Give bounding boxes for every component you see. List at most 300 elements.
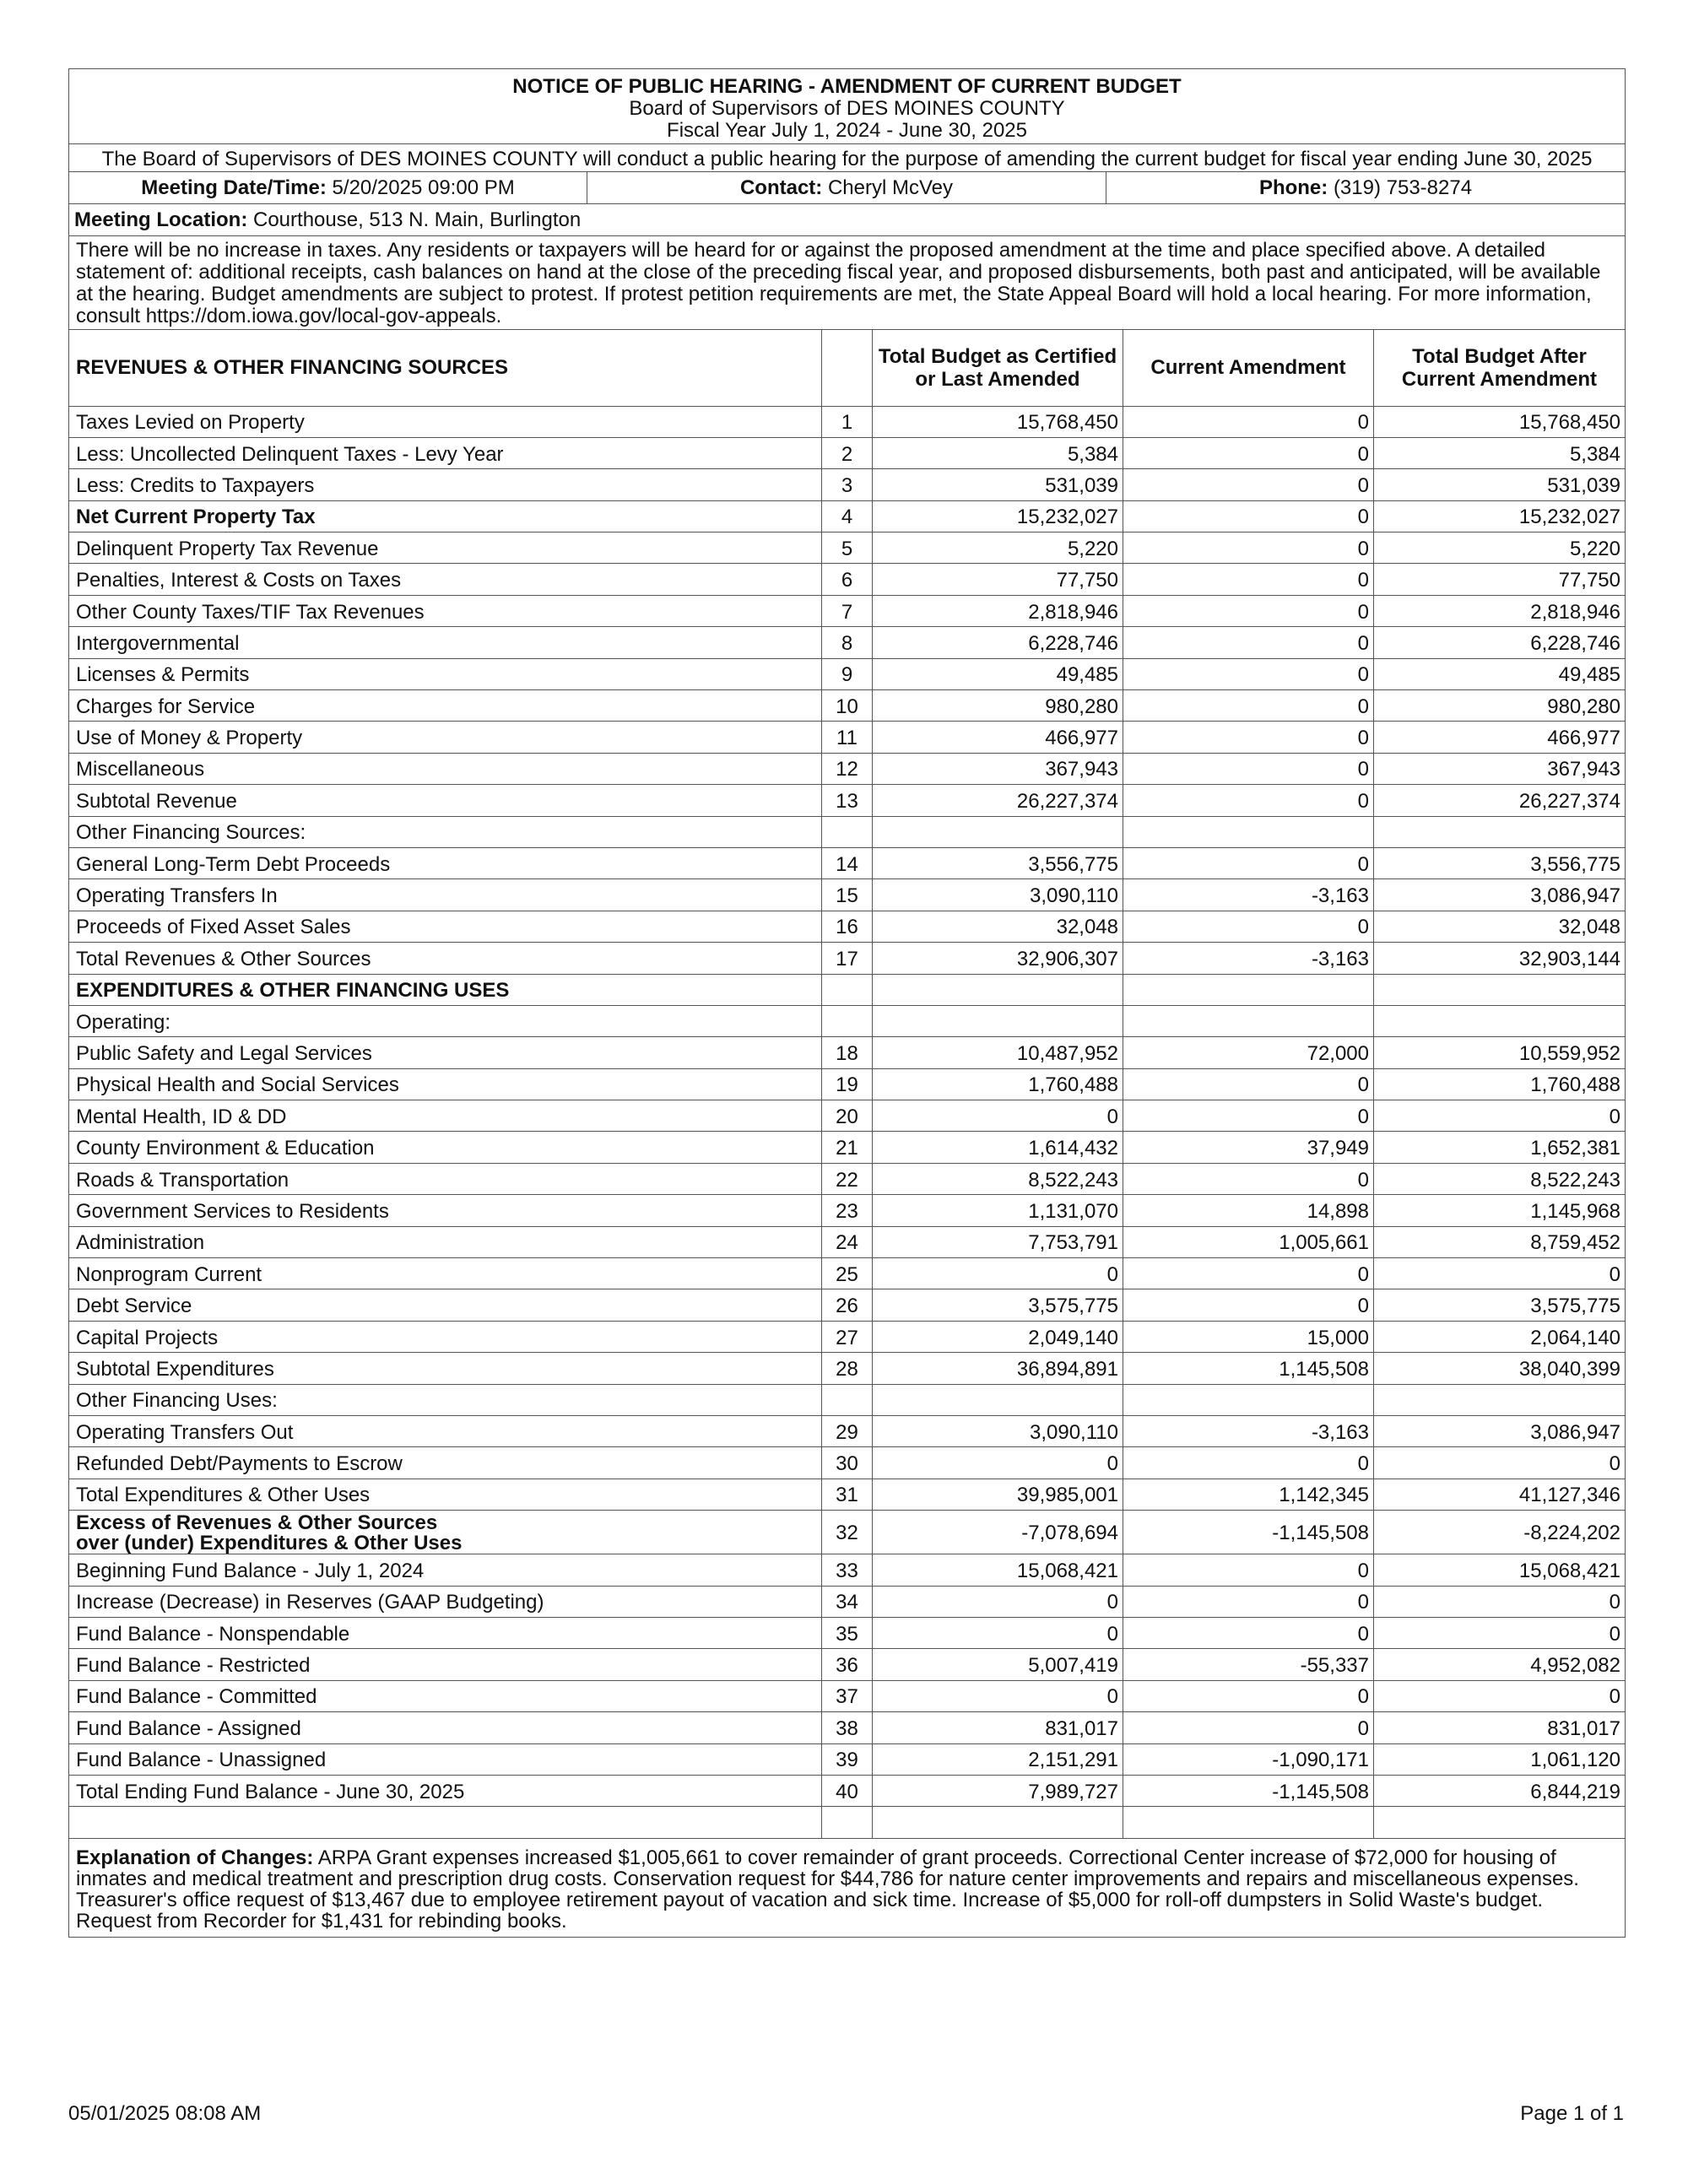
row-line-number: 19	[822, 1068, 873, 1100]
row-line-number	[822, 1807, 873, 1838]
row-label: Fund Balance - Restricted	[69, 1649, 822, 1680]
table-row	[69, 1037, 1626, 1068]
row-total-after: 367,943	[1374, 753, 1626, 784]
row-line-number: 12	[822, 753, 873, 784]
row-total-after: 2,818,946	[1374, 595, 1626, 626]
row-label: Delinquent Property Tax Revenue	[69, 532, 822, 564]
row-current-amendment: 0	[1123, 658, 1374, 689]
table-row	[69, 1132, 1626, 1163]
row-label: Fund Balance - Nonspendable	[69, 1617, 822, 1648]
row-total-after: 3,086,947	[1374, 1416, 1626, 1447]
table-row	[69, 1554, 1626, 1586]
row-current-amendment: 0	[1123, 1258, 1374, 1289]
table-row	[69, 1353, 1626, 1384]
table-row	[69, 1289, 1626, 1321]
row-line-number: 11	[822, 722, 873, 753]
table-row	[69, 911, 1626, 942]
table-row	[69, 1258, 1626, 1289]
table-row	[69, 437, 1626, 468]
row-total-after: -8,224,202	[1374, 1511, 1626, 1554]
table-row	[69, 1511, 1626, 1554]
row-current-amendment: 0	[1123, 595, 1374, 626]
row-current-amendment: 0	[1123, 1586, 1374, 1617]
row-total-budget: 831,017	[873, 1712, 1123, 1743]
row-total-after: 10,559,952	[1374, 1037, 1626, 1068]
row-label: Public Safety and Legal Services	[69, 1037, 822, 1068]
row-current-amendment: -1,090,171	[1123, 1743, 1374, 1775]
row-current-amendment: -3,163	[1123, 1416, 1374, 1447]
row-total-budget: 1,131,070	[873, 1195, 1123, 1226]
row-line-number: 8	[822, 627, 873, 658]
row-current-amendment: 0	[1123, 785, 1374, 816]
row-current-amendment: 0	[1123, 911, 1374, 942]
row-current-amendment: 0	[1123, 1554, 1374, 1586]
row-line-number: 15	[822, 879, 873, 911]
row-current-amendment: -1,145,508	[1123, 1511, 1374, 1554]
row-total-budget: 531,039	[873, 469, 1123, 500]
row-current-amendment: 0	[1123, 406, 1374, 437]
row-total-budget: 3,556,775	[873, 847, 1123, 878]
row-label: Taxes Levied on Property	[69, 406, 822, 437]
row-total-budget: 0	[873, 1680, 1123, 1711]
row-line-number: 24	[822, 1226, 873, 1257]
row-total-after: 15,232,027	[1374, 500, 1626, 532]
explanation-of-changes	[69, 1838, 1626, 1937]
row-label: Licenses & Permits	[69, 658, 822, 689]
line-number-header	[822, 329, 873, 406]
row-total-budget: 367,943	[873, 753, 1123, 784]
budget-table	[68, 329, 1626, 1938]
table-row	[69, 1712, 1626, 1743]
row-total-after: 15,068,421	[1374, 1554, 1626, 1586]
row-label: Physical Health and Social Services	[69, 1068, 822, 1100]
row-total-after: 0	[1374, 1680, 1626, 1711]
table-row	[69, 1321, 1626, 1352]
budget-table-body	[69, 406, 1626, 1838]
row-total-after: 3,556,775	[1374, 847, 1626, 878]
row-current-amendment: 1,145,508	[1123, 1353, 1374, 1384]
row-label: Other County Taxes/TIF Tax Revenues	[69, 595, 822, 626]
row-current-amendment: -3,163	[1123, 943, 1374, 974]
row-total-budget: 0	[873, 1586, 1123, 1617]
row-total-after	[1374, 1005, 1626, 1036]
row-line-number: 18	[822, 1037, 873, 1068]
row-label: Mental Health, ID & DD	[69, 1100, 822, 1132]
row-label: Nonprogram Current	[69, 1258, 822, 1289]
row-current-amendment: 0	[1123, 847, 1374, 878]
row-total-after: 2,064,140	[1374, 1321, 1626, 1352]
row-label: Fund Balance - Assigned	[69, 1712, 822, 1743]
row-label: Fund Balance - Committed	[69, 1680, 822, 1711]
table-row	[69, 847, 1626, 878]
row-label: Operating Transfers Out	[69, 1416, 822, 1447]
board-name: Board of Supervisors of DES MOINES COUNTY	[629, 97, 1065, 120]
row-total-after: 1,652,381	[1374, 1132, 1626, 1163]
meeting-datetime-label: Meeting Date/Time:	[141, 176, 327, 199]
row-label: Net Current Property Tax	[69, 500, 822, 532]
row-total-after: 15,768,450	[1374, 406, 1626, 437]
row-total-budget	[873, 1807, 1123, 1838]
row-total-budget: 77,750	[873, 564, 1123, 595]
row-current-amendment: 0	[1123, 500, 1374, 532]
row-label: Intergovernmental	[69, 627, 822, 658]
row-line-number: 16	[822, 911, 873, 942]
row-total-after: 8,759,452	[1374, 1226, 1626, 1257]
row-label: Administration	[69, 1226, 822, 1257]
table-row	[69, 1743, 1626, 1775]
row-line-number	[822, 974, 873, 1005]
row-label: Less: Credits to Taxpayers	[69, 469, 822, 500]
row-total-budget: 8,522,243	[873, 1163, 1123, 1194]
row-line-number: 14	[822, 847, 873, 878]
table-row	[69, 690, 1626, 722]
row-total-budget: 1,760,488	[873, 1068, 1123, 1100]
row-total-budget: 32,048	[873, 911, 1123, 942]
row-current-amendment: 0	[1123, 532, 1374, 564]
row-line-number: 7	[822, 595, 873, 626]
page-number: Page 1 of 1	[1520, 2102, 1624, 2125]
row-current-amendment: 0	[1123, 1289, 1374, 1321]
table-row	[69, 816, 1626, 847]
row-line-number: 17	[822, 943, 873, 974]
row-label: Fund Balance - Unassigned	[69, 1743, 822, 1775]
section-revenues-heading: REVENUES & OTHER FINANCING SOURCES	[69, 329, 822, 406]
meeting-location-value: Courthouse, 513 N. Main, Burlington	[253, 208, 582, 231]
row-total-budget: 3,575,775	[873, 1289, 1123, 1321]
meeting-datetime-value: 5/20/2025 09:00 PM	[332, 176, 515, 199]
row-total-after: 0	[1374, 1617, 1626, 1648]
row-total-budget: 0	[873, 1447, 1123, 1479]
row-total-budget: 49,485	[873, 658, 1123, 689]
table-row	[69, 1447, 1626, 1479]
row-label: Proceeds of Fixed Asset Sales	[69, 911, 822, 942]
table-row	[69, 1416, 1626, 1447]
row-label: Operating:	[69, 1005, 822, 1036]
table-row	[69, 564, 1626, 595]
row-current-amendment	[1123, 1005, 1374, 1036]
row-current-amendment	[1123, 974, 1374, 1005]
phone-label: Phone:	[1258, 176, 1328, 199]
table-row	[69, 1617, 1626, 1648]
row-current-amendment: 0	[1123, 1712, 1374, 1743]
row-line-number: 3	[822, 469, 873, 500]
row-total-after: 38,040,399	[1374, 1353, 1626, 1384]
row-line-number: 30	[822, 1447, 873, 1479]
row-line-number: 13	[822, 785, 873, 816]
table-row	[69, 1807, 1626, 1838]
row-line-number: 2	[822, 437, 873, 468]
row-current-amendment: 0	[1123, 627, 1374, 658]
row-total-after: 1,760,488	[1374, 1068, 1626, 1100]
row-total-budget: 7,989,727	[873, 1775, 1123, 1806]
row-line-number: 28	[822, 1353, 873, 1384]
row-current-amendment: 0	[1123, 437, 1374, 468]
row-current-amendment: 0	[1123, 722, 1374, 753]
table-row	[69, 469, 1626, 500]
notice-title: NOTICE OF PUBLIC HEARING - AMENDMENT OF CURRENT BUDGET	[512, 75, 1182, 98]
budget-table-header	[69, 329, 1626, 406]
row-label: Increase (Decrease) in Reserves (GAAP Budgeting)	[69, 1586, 822, 1617]
row-line-number: 34	[822, 1586, 873, 1617]
row-total-budget: 5,007,419	[873, 1649, 1123, 1680]
row-total-after: 0	[1374, 1586, 1626, 1617]
table-row	[69, 532, 1626, 564]
table-row	[69, 1649, 1626, 1680]
row-total-after: 5,220	[1374, 532, 1626, 564]
row-total-after	[1374, 974, 1626, 1005]
row-total-after: 32,903,144	[1374, 943, 1626, 974]
table-row	[69, 627, 1626, 658]
row-total-after: 77,750	[1374, 564, 1626, 595]
row-total-after: 6,228,746	[1374, 627, 1626, 658]
row-total-after: 1,145,968	[1374, 1195, 1626, 1226]
row-line-number: 10	[822, 690, 873, 722]
row-current-amendment: 0	[1123, 1680, 1374, 1711]
row-current-amendment: 37,949	[1123, 1132, 1374, 1163]
contact-value: Cheryl McVey	[827, 176, 954, 199]
row-line-number: 31	[822, 1479, 873, 1510]
row-label: Capital Projects	[69, 1321, 822, 1352]
row-total-after: 531,039	[1374, 469, 1626, 500]
row-total-budget	[873, 1005, 1123, 1036]
row-total-budget: 36,894,891	[873, 1353, 1123, 1384]
table-row	[69, 500, 1626, 532]
phone-value: (319) 753-8274	[1333, 176, 1473, 199]
row-line-number	[822, 1384, 873, 1415]
row-total-budget: 7,753,791	[873, 1226, 1123, 1257]
row-total-budget: 15,768,450	[873, 406, 1123, 437]
row-line-number: 23	[822, 1195, 873, 1226]
row-total-after: 980,280	[1374, 690, 1626, 722]
row-total-budget: 5,220	[873, 532, 1123, 564]
row-label: Beginning Fund Balance - July 1, 2024	[69, 1554, 822, 1586]
table-row	[69, 722, 1626, 753]
row-line-number: 33	[822, 1554, 873, 1586]
row-line-number: 37	[822, 1680, 873, 1711]
row-total-budget: 2,151,291	[873, 1743, 1123, 1775]
row-line-number: 29	[822, 1416, 873, 1447]
col-total-budget-header: Total Budget as Certified or Last Amended	[873, 329, 1123, 406]
row-label: Total Ending Fund Balance - June 30, 2025	[69, 1775, 822, 1806]
phone	[1106, 172, 1626, 204]
row-label: Operating Transfers In	[69, 879, 822, 911]
row-total-after: 3,575,775	[1374, 1289, 1626, 1321]
row-line-number: 36	[822, 1649, 873, 1680]
row-current-amendment: -1,145,508	[1123, 1775, 1374, 1806]
row-current-amendment: 72,000	[1123, 1037, 1374, 1068]
table-row	[69, 406, 1626, 437]
meeting-datetime	[69, 172, 587, 204]
table-row	[69, 1586, 1626, 1617]
row-total-after: 49,485	[1374, 658, 1626, 689]
meeting-location	[69, 204, 1626, 236]
row-total-after: 0	[1374, 1447, 1626, 1479]
row-current-amendment: -3,163	[1123, 879, 1374, 911]
row-label: Other Financing Sources:	[69, 816, 822, 847]
row-current-amendment: 0	[1123, 690, 1374, 722]
row-current-amendment	[1123, 1384, 1374, 1415]
row-line-number: 25	[822, 1258, 873, 1289]
row-label: Less: Uncollected Delinquent Taxes - Levy Year	[69, 437, 822, 468]
row-label: Debt Service	[69, 1289, 822, 1321]
row-label: Total Revenues & Other Sources	[69, 943, 822, 974]
table-row	[69, 1163, 1626, 1194]
row-line-number: 9	[822, 658, 873, 689]
table-row	[69, 658, 1626, 689]
row-current-amendment: 0	[1123, 1447, 1374, 1479]
row-total-after: 26,227,374	[1374, 785, 1626, 816]
explanation-label: Explanation of Changes:	[76, 1846, 314, 1869]
row-label: General Long-Term Debt Proceeds	[69, 847, 822, 878]
row-total-after: 5,384	[1374, 437, 1626, 468]
row-total-budget: 0	[873, 1617, 1123, 1648]
row-current-amendment: 15,000	[1123, 1321, 1374, 1352]
table-row	[69, 753, 1626, 784]
row-label: Refunded Debt/Payments to Escrow	[69, 1447, 822, 1479]
fiscal-year: Fiscal Year July 1, 2024 - June 30, 2025	[667, 119, 1027, 142]
row-total-budget: 0	[873, 1100, 1123, 1132]
table-row	[69, 595, 1626, 626]
row-label: Subtotal Expenditures	[69, 1353, 822, 1384]
row-total-budget: 3,090,110	[873, 879, 1123, 911]
budget-notice-document	[68, 68, 1625, 1938]
table-row	[69, 943, 1626, 974]
table-row	[69, 1680, 1626, 1711]
row-total-budget: 15,068,421	[873, 1554, 1123, 1586]
row-line-number: 6	[822, 564, 873, 595]
table-row	[69, 1195, 1626, 1226]
row-total-after: 0	[1374, 1258, 1626, 1289]
row-label: Charges for Service	[69, 690, 822, 722]
row-line-number: 32	[822, 1511, 873, 1554]
row-total-after: 3,086,947	[1374, 879, 1626, 911]
table-row	[69, 1384, 1626, 1415]
notice-paragraph: There will be no increase in taxes. Any residents or taxpayers will be heard for or against the proposed amendment at the time and place specified above. A detailed statement of: additional receipts, cash balances on hand at the close of the preceding fiscal year, and proposed disbursements, both past and anticipated, will be available at the hearing. Budget amendments are subject to protest. If protest petition requirements are met, the State Appeal Board will hold a local hearing. For more information, consult https://dom.iowa.gov/local-gov-appeals.	[69, 236, 1626, 330]
row-total-after: 41,127,346	[1374, 1479, 1626, 1510]
row-total-after: 831,017	[1374, 1712, 1626, 1743]
row-total-after: 8,522,243	[1374, 1163, 1626, 1194]
row-label: Subtotal Revenue	[69, 785, 822, 816]
table-row	[69, 1775, 1626, 1806]
row-total-after: 32,048	[1374, 911, 1626, 942]
row-current-amendment: 0	[1123, 1163, 1374, 1194]
row-total-budget: 26,227,374	[873, 785, 1123, 816]
row-total-budget: 6,228,746	[873, 627, 1123, 658]
row-current-amendment: -55,337	[1123, 1649, 1374, 1680]
row-current-amendment: 0	[1123, 564, 1374, 595]
row-total-budget: 32,906,307	[873, 943, 1123, 974]
row-total-budget: 10,487,952	[873, 1037, 1123, 1068]
row-total-budget: 15,232,027	[873, 500, 1123, 532]
table-row	[69, 1226, 1626, 1257]
row-current-amendment: 0	[1123, 1068, 1374, 1100]
meeting-location-label: Meeting Location:	[74, 208, 248, 231]
row-label: County Environment & Education	[69, 1132, 822, 1163]
notice-header-table	[68, 68, 1626, 330]
row-current-amendment: 0	[1123, 753, 1374, 784]
row-total-budget	[873, 1384, 1123, 1415]
row-label: Roads & Transportation	[69, 1163, 822, 1194]
row-current-amendment: 1,142,345	[1123, 1479, 1374, 1510]
row-line-number	[822, 1005, 873, 1036]
contact	[587, 172, 1106, 204]
row-line-number: 5	[822, 532, 873, 564]
row-label: Use of Money & Property	[69, 722, 822, 753]
row-total-budget: 3,090,110	[873, 1416, 1123, 1447]
row-line-number: 22	[822, 1163, 873, 1194]
row-total-budget: 2,049,140	[873, 1321, 1123, 1352]
row-total-budget: -7,078,694	[873, 1511, 1123, 1554]
row-current-amendment	[1123, 1807, 1374, 1838]
explanation-text: ARPA Grant expenses increased $1,005,661 to cover remainder of grant proceeds. Correctional Center increase of $72,000 for housing of inmates and medical treatment and prescription drug costs. Conservation request for $44,786 for nature center improvements and repairs and miscellaneous expenses. Treasurer's office request of $13,467 due to employee retirement payout of vacation and sick time. Increase of $5,000 for roll-off dumpsters in Solid Waste's budget. Request from Recorder for $1,431 for rebinding books.	[76, 1846, 1579, 1933]
row-current-amendment: 14,898	[1123, 1195, 1374, 1226]
table-row	[69, 785, 1626, 816]
row-total-budget	[873, 816, 1123, 847]
row-total-budget: 980,280	[873, 690, 1123, 722]
row-line-number: 20	[822, 1100, 873, 1132]
row-current-amendment: 0	[1123, 1617, 1374, 1648]
row-line-number: 38	[822, 1712, 873, 1743]
print-timestamp: 05/01/2025 08:08 AM	[68, 2102, 262, 2125]
row-line-number: 35	[822, 1617, 873, 1648]
col-current-amendment-header: Current Amendment	[1123, 329, 1374, 406]
row-total-after	[1374, 1807, 1626, 1838]
row-current-amendment	[1123, 816, 1374, 847]
row-label: EXPENDITURES & OTHER FINANCING USES	[69, 974, 822, 1005]
row-label-line2: over (under) Expenditures & Other Uses	[76, 1532, 463, 1554]
row-total-after	[1374, 816, 1626, 847]
row-label	[69, 1511, 822, 1554]
row-total-budget: 39,985,001	[873, 1479, 1123, 1510]
row-label: Miscellaneous	[69, 753, 822, 784]
table-row	[69, 879, 1626, 911]
table-row	[69, 1100, 1626, 1132]
notice-title-block	[69, 69, 1626, 144]
row-label: Government Services to Residents	[69, 1195, 822, 1226]
row-total-after: 4,952,082	[1374, 1649, 1626, 1680]
row-line-number: 4	[822, 500, 873, 532]
row-total-budget: 466,977	[873, 722, 1123, 753]
table-row	[69, 1005, 1626, 1036]
row-total-budget: 0	[873, 1258, 1123, 1289]
row-label: Penalties, Interest & Costs on Taxes	[69, 564, 822, 595]
row-line-number: 27	[822, 1321, 873, 1352]
row-total-after: 466,977	[1374, 722, 1626, 753]
hearing-intro: The Board of Supervisors of DES MOINES COUNTY will conduct a public hearing for the purpose of amending the current budget for fiscal year ending June 30, 2025	[69, 144, 1626, 172]
row-label-line1: Excess of Revenues & Other Sources	[76, 1511, 438, 1535]
row-line-number: 1	[822, 406, 873, 437]
contact-label: Contact:	[739, 176, 823, 199]
row-label: Other Financing Uses:	[69, 1384, 822, 1415]
row-total-budget: 1,614,432	[873, 1132, 1123, 1163]
row-line-number: 40	[822, 1775, 873, 1806]
row-total-budget: 2,818,946	[873, 595, 1123, 626]
row-line-number: 21	[822, 1132, 873, 1163]
row-total-after: 6,844,219	[1374, 1775, 1626, 1806]
row-label: Total Expenditures & Other Uses	[69, 1479, 822, 1510]
row-current-amendment: 1,005,661	[1123, 1226, 1374, 1257]
table-row	[69, 1479, 1626, 1510]
row-line-number: 39	[822, 1743, 873, 1775]
row-total-budget: 5,384	[873, 437, 1123, 468]
col-total-after-header: Total Budget After Current Amendment	[1374, 329, 1626, 406]
row-current-amendment: 0	[1123, 469, 1374, 500]
row-label	[69, 1807, 822, 1838]
row-total-after: 1,061,120	[1374, 1743, 1626, 1775]
row-line-number	[822, 816, 873, 847]
table-row	[69, 974, 1626, 1005]
row-line-number: 26	[822, 1289, 873, 1321]
